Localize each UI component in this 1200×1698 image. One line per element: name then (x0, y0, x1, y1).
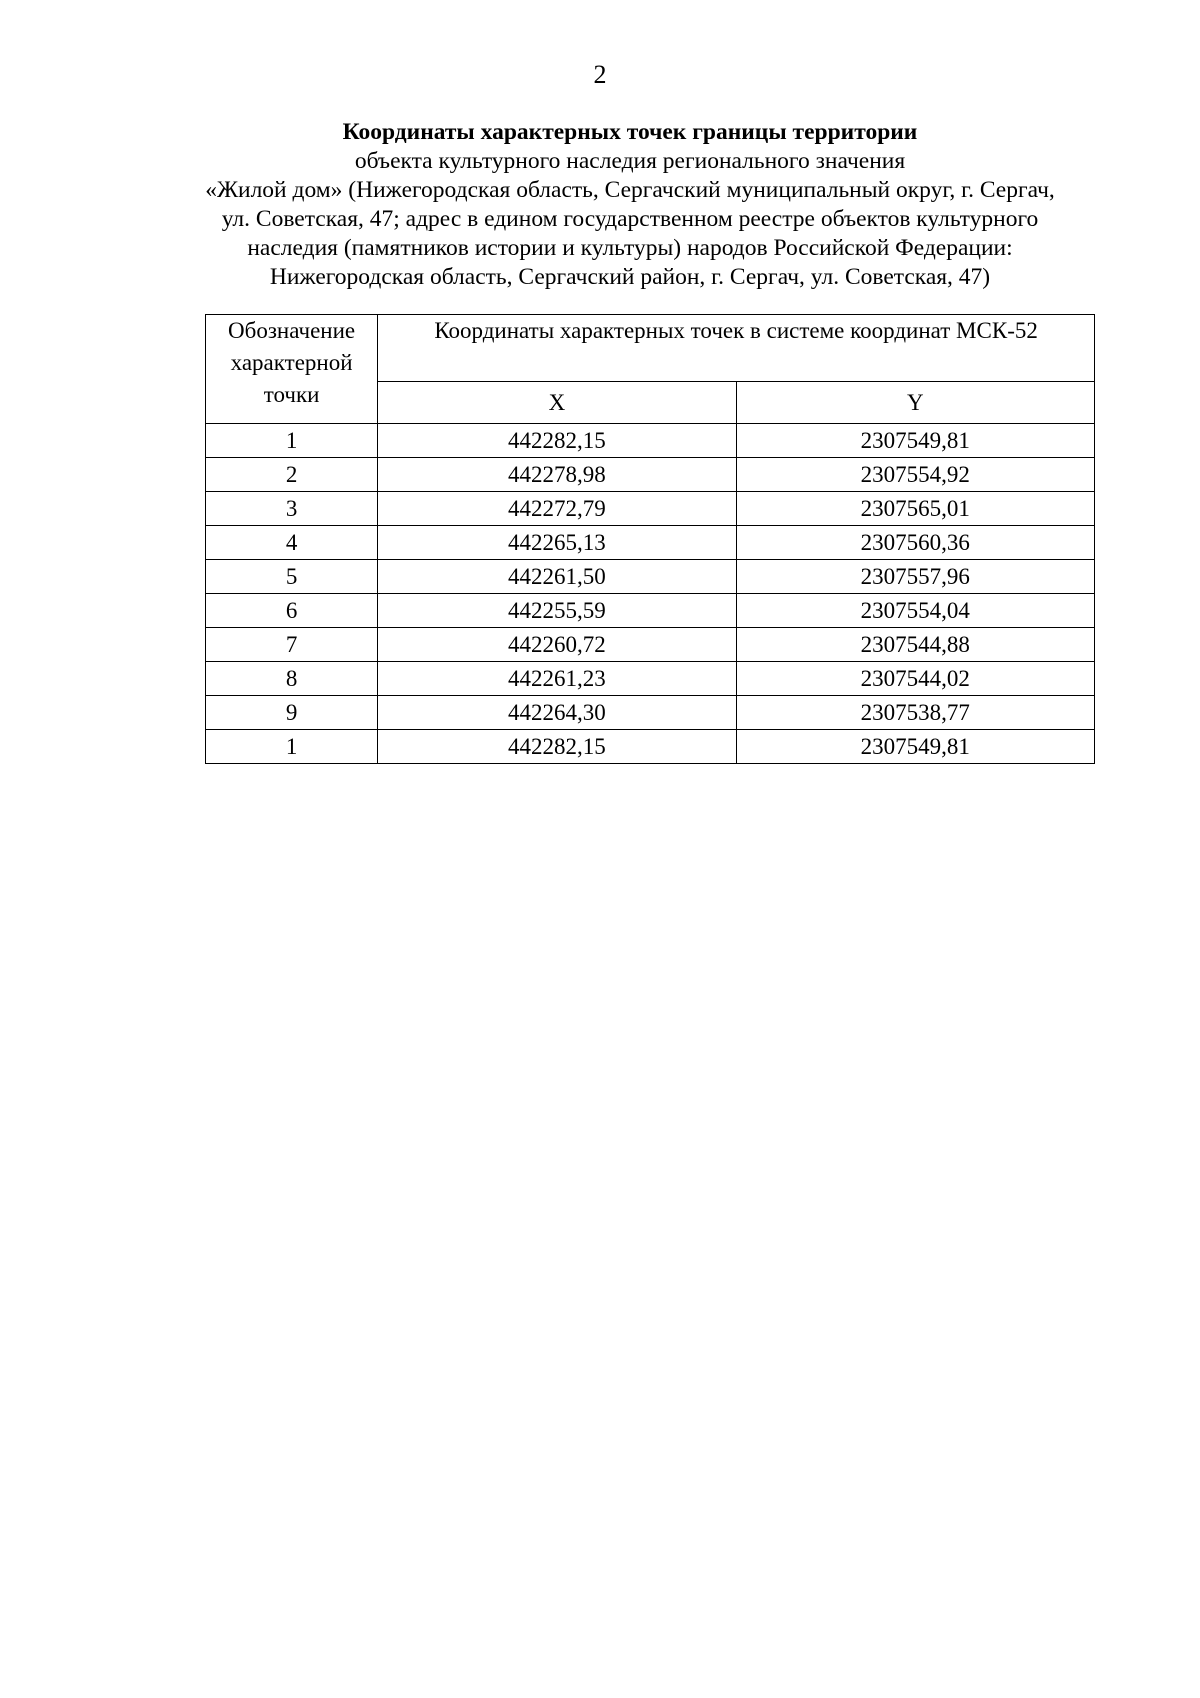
cell-point: 9 (206, 696, 378, 730)
cell-y: 2307557,96 (736, 560, 1094, 594)
page-number: 2 (593, 60, 607, 89)
cell-y: 2307549,81 (736, 730, 1094, 764)
table-row (206, 458, 1095, 492)
cell-y: 2307544,88 (736, 628, 1094, 662)
table-row (206, 560, 1095, 594)
cell-x: 442282,15 (378, 424, 736, 458)
cell-y: 2307554,92 (736, 458, 1094, 492)
cell-point: 1 (206, 424, 378, 458)
table-row (206, 696, 1095, 730)
document-title (160, 118, 1100, 292)
cell-x: 442265,13 (378, 526, 736, 560)
header-coordinate-system: Координаты характерных точек в системе координат МСК-52 (378, 315, 1095, 382)
header-point-designation (206, 315, 378, 424)
title-bold-line: Координаты характерных точек границы территории (342, 119, 918, 145)
cell-x: 442278,98 (378, 458, 736, 492)
cell-x: 442261,23 (378, 662, 736, 696)
cell-x: 442264,30 (378, 696, 736, 730)
table-row (206, 662, 1095, 696)
cell-point: 2 (206, 458, 378, 492)
header-point-line: точки (263, 382, 320, 407)
cell-y: 2307549,81 (736, 424, 1094, 458)
cell-point: 7 (206, 628, 378, 662)
cell-point: 5 (206, 560, 378, 594)
table-row (206, 424, 1095, 458)
table-row (206, 594, 1095, 628)
title-line: «Жилой дом» (Нижегородская область, Сергачский муниципальный округ, г. Сергач, (205, 177, 1055, 203)
cell-point: 3 (206, 492, 378, 526)
cell-x: 442255,59 (378, 594, 736, 628)
cell-point: 1 (206, 730, 378, 764)
table-row (206, 730, 1095, 764)
coordinates-table (205, 314, 1095, 764)
title-line: наследия (памятников истории и культуры) народов Российской Федерации: (247, 235, 1013, 261)
cell-point: 8 (206, 662, 378, 696)
cell-y: 2307560,36 (736, 526, 1094, 560)
cell-point: 6 (206, 594, 378, 628)
header-point-line: характерной (230, 350, 353, 375)
title-line: ул. Советская, 47; адрес в едином государственном реестре объектов культурного (221, 206, 1039, 232)
header-x: X (378, 382, 736, 424)
cell-y: 2307554,04 (736, 594, 1094, 628)
table-body (206, 424, 1095, 764)
table-row (206, 526, 1095, 560)
cell-y: 2307538,77 (736, 696, 1094, 730)
cell-x: 442260,72 (378, 628, 736, 662)
cell-x: 442261,50 (378, 560, 736, 594)
title-line: Нижегородская область, Сергачский район, г. Сергач, ул. Советская, 47) (269, 264, 991, 290)
table-row (206, 628, 1095, 662)
cell-y: 2307544,02 (736, 662, 1094, 696)
table-row (206, 492, 1095, 526)
cell-y: 2307565,01 (736, 492, 1094, 526)
cell-x: 442282,15 (378, 730, 736, 764)
cell-x: 442272,79 (378, 492, 736, 526)
cell-point: 4 (206, 526, 378, 560)
header-y: Y (736, 382, 1094, 424)
title-line: объекта культурного наследия регионального значения (354, 148, 906, 174)
header-point-line: Обозначение (228, 318, 356, 343)
